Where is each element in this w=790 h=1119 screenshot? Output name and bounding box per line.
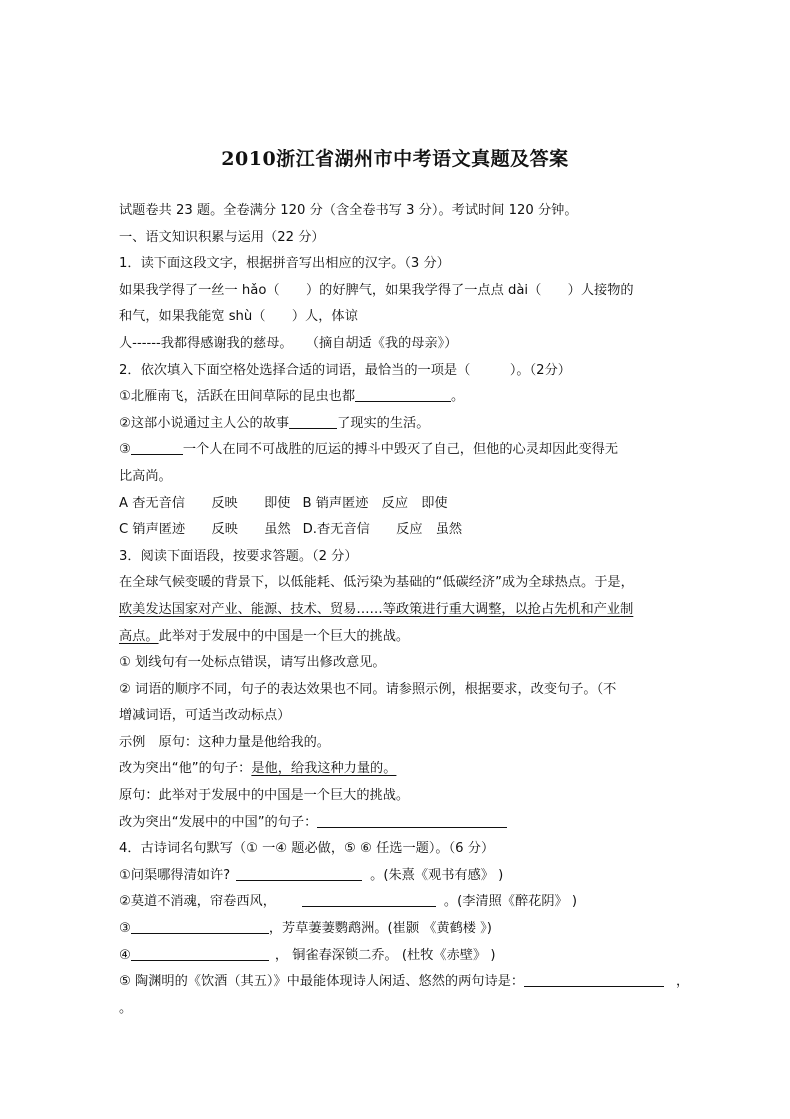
q3-change2-label: 改为突出“发展中的中国”的句子： xyxy=(119,814,318,830)
section-heading: 一、语文知识积累与运用（22 分） xyxy=(119,229,325,245)
q4-line2 xyxy=(119,889,679,916)
q3-sub2: ② 词语的顺序不同，句子的表达效果也不同。请参照示例，根据要求，改变句子。（不 xyxy=(119,681,617,697)
q2-sentence1 xyxy=(119,384,679,411)
q3-paragraph-1: 在全球气候变暖的背景下，以低能耗、低污染为基础的“低碳经济”成为全球热点。于是， xyxy=(119,575,634,591)
q3-change1-label: 改为突出“他”的句子： xyxy=(119,761,252,777)
q3-sub1: ① 划线句有一处标点错误，请写出修改意见。 xyxy=(119,655,386,671)
q4-line6: 。 xyxy=(119,1000,133,1016)
q4-l4-text: ， 铜雀春深锁二乔。 (杜牧《赤壁》 ) xyxy=(274,947,496,963)
q2-s1-blank[interactable] xyxy=(355,387,451,402)
q4-l5-comma: ， xyxy=(676,974,690,990)
q4-l2-blank[interactable] xyxy=(302,892,436,907)
q3-underlined-end: 高点。 xyxy=(119,628,159,644)
q2-s1-text: ①北雁南飞，活跃在田间草际的昆虫也都 xyxy=(119,389,356,405)
q3-change2-blank[interactable] xyxy=(317,813,507,828)
q2-options-cd xyxy=(119,517,679,544)
intro-text: 试题卷共 23 题。全卷满分 120 分（含全卷书写 3 分）。考试时间 120 分钟。 xyxy=(119,203,578,218)
q4-l4-blank[interactable] xyxy=(131,946,269,961)
q2-sentence2 xyxy=(119,411,679,438)
q3-change1 xyxy=(119,756,679,783)
q3-example: 示例 原句：这种力量是他给我的。 xyxy=(119,734,330,750)
q3-original2: 原句：此举对于发展中的中国是一个巨大的挑战。 xyxy=(119,788,410,804)
q3-stem: 3．阅读下面语段，按要求答题。（2 分） xyxy=(119,548,358,564)
q3-paragraph-3 xyxy=(119,624,679,651)
q2-option-c: C 销声匿迹 反映 虽然 xyxy=(119,522,291,538)
q1-stem: 1．读下面这段文字，根据拼音写出相应的汉字。（3 分） xyxy=(119,256,450,272)
q4-l1-source: 。(朱熹《观书有感》 ) xyxy=(370,867,504,883)
q3-sub2-cont: 增减词语，可适当改动标点） xyxy=(119,708,291,724)
q3-change1-answer: 是他，给我这种力量的。 xyxy=(251,761,397,777)
q4-l5-text: ⑤ 陶渊明的《饮酒（其五）》中最能体现诗人闲适、悠然的两句诗是： xyxy=(119,974,525,990)
q3-change2 xyxy=(119,810,679,837)
q4-l1-text: ①问渠哪得清如许? xyxy=(119,867,231,883)
q2-s2-text: ②这部小说通过主人公的故事 xyxy=(119,415,290,431)
q2-sentence3-cont: 比高尚。 xyxy=(119,468,172,484)
q4-stem: 4．古诗词名句默写（① 一④ 题必做，⑤ ⑥ 任选一题）。（6 分） xyxy=(119,841,495,857)
q4-line1 xyxy=(119,863,679,890)
q2-option-a: A 杳无音信 反映 即使 xyxy=(119,495,291,511)
q4-l4-mark: ④ xyxy=(119,947,131,963)
exam-content xyxy=(119,198,690,1022)
q2-s3-text: 一个人在同不可战胜的厄运的搏斗中毁灭了自己，但他的心灵却因此变得无 xyxy=(182,442,619,458)
q4-l2-source: 。(李清照《醉花阴》 ) xyxy=(443,894,578,910)
q3-paragraph-2 xyxy=(119,597,679,624)
q3-underlined-sentence: 欧美发达国家对产业、能源、技术、贸易……等政策进行重大调整，以抢占先机和产业制 xyxy=(119,601,634,617)
q1-line3: 人------我都得感谢我的慈母。 （摘自胡适《我的母亲》） xyxy=(119,335,458,351)
q4-l3-mark: ③ xyxy=(119,921,131,937)
page-title: 2010浙江省湖州市中考语文真题及答案 xyxy=(221,148,569,170)
q4-line3 xyxy=(119,916,679,943)
q1-line2: 和气，如果我能宽 shù（ ）人，体谅 xyxy=(119,309,358,325)
q2-option-b: B 销声匿迹 反应 即使 xyxy=(302,495,448,511)
q4-l3-blank[interactable] xyxy=(131,919,269,934)
q4-l3-text: ，芳草萋萋鹦鹉洲。(崔颢 《黄鹤楼 》) xyxy=(268,921,492,937)
q3-paragraph-rest: 此举对于发展中的中国是一个巨大的挑战。 xyxy=(158,628,410,644)
q2-s1-end: 。 xyxy=(451,389,465,405)
q4-line4 xyxy=(119,943,679,970)
q2-sentence3 xyxy=(119,437,679,464)
q2-s2-rest: 了现实的生活。 xyxy=(337,415,430,431)
q4-l1-blank[interactable] xyxy=(236,866,362,881)
q4-l2-text: ②莫道不消魂，帘卷西风， xyxy=(119,894,276,910)
q2-option-d: D.杳无音信 反应 虽然 xyxy=(302,522,463,538)
q4-l5-blank[interactable] xyxy=(524,972,664,987)
q2-options-ab xyxy=(119,491,679,518)
q2-s3-mark: ③ xyxy=(119,442,131,458)
q4-line5 xyxy=(119,969,690,996)
q2-stem: 2．依次填入下面空格处选择合适的词语，最恰当的一项是（ ）。（2分） xyxy=(119,362,571,378)
q2-s3-blank[interactable] xyxy=(131,440,183,455)
q2-s2-blank[interactable] xyxy=(289,414,337,429)
q1-line1: 如果我学得了一丝一 hǎo（ ）的好脾气，如果我学得了一点点 dài（ ）人接物的 xyxy=(119,282,634,298)
